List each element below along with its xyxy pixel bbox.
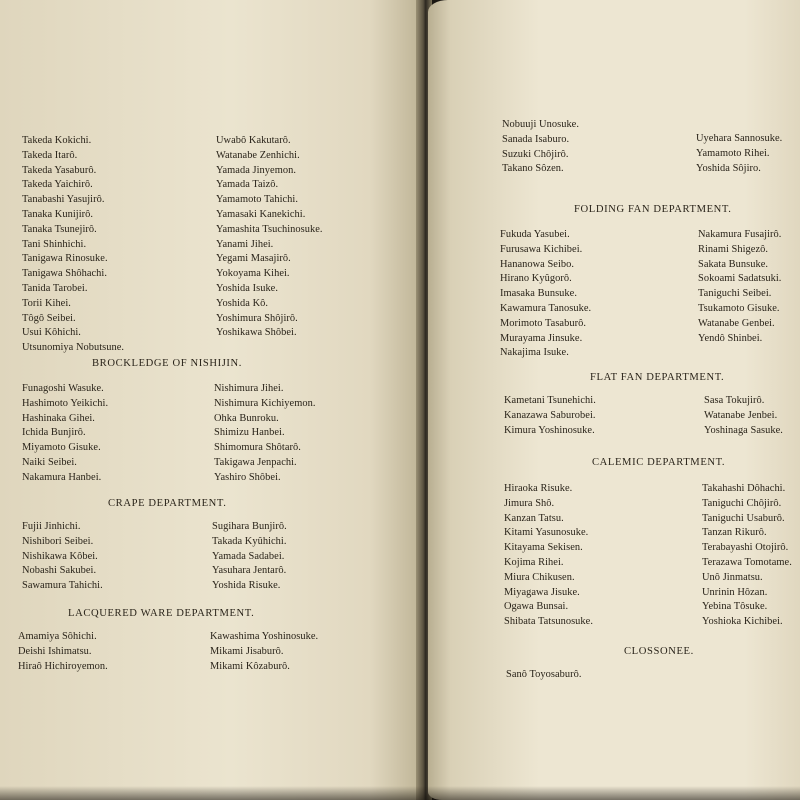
name-entry: Nishibori Seibei.	[22, 535, 94, 547]
name-entry: Taniguchi Chôjirô.	[702, 497, 782, 509]
section-title-lacquered: LACQUERED WARE DEPARTMENT.	[68, 608, 255, 619]
name-entry: Yamada Sadabei.	[212, 550, 285, 562]
name-entry: Yoshida Kô.	[216, 297, 269, 309]
name-entry: Sasa Tokujirô.	[704, 395, 765, 406]
name-entry: Hiraô Hichiroyemon.	[18, 660, 108, 672]
name-entry: Kitami Yasunosuke.	[504, 527, 589, 539]
lacquered-column-1	[18, 630, 108, 674]
name-entry: Hirano Kyûgorô.	[500, 273, 572, 285]
name-entry: Sakata Bunsuke.	[698, 258, 769, 270]
name-entry: Hashinaka Gihei.	[22, 412, 95, 424]
name-entry: Tanzan Rikurô.	[702, 527, 767, 539]
flat-fan-column-2	[704, 394, 783, 438]
section-title-calemic: CALEMIC DEPARTMENT.	[592, 457, 726, 468]
name-entry: Ichida Bunjirô.	[22, 427, 86, 439]
name-entry: Mikami Jisaburô.	[210, 645, 284, 657]
folding-fan-column-1	[500, 228, 591, 361]
name-entry: Takeda Itarô.	[22, 149, 78, 161]
name-entry: Takigawa Jenpachi.	[214, 456, 297, 468]
name-entry: Unrinin Hôzan.	[702, 586, 768, 598]
name-entry: Yoshimura Shôjirô.	[216, 312, 298, 324]
name-entry: Torii Kihei.	[22, 297, 71, 309]
name-entry: Shibata Tatsunosuke.	[504, 616, 593, 628]
name-entry: Takano Sôzen.	[502, 163, 564, 175]
name-entry: Nobashi Sakubei.	[22, 565, 97, 577]
name-entry: Fukuda Yasubei.	[500, 229, 570, 240]
name-entry: Miyagawa Jisuke.	[504, 586, 580, 598]
left-top-column-2	[216, 134, 323, 341]
name-entry: Yamamoto Rihei.	[696, 147, 770, 159]
name-entry: Yoshinaga Sasuke.	[704, 424, 783, 436]
section-title-crape: CRAPE DEPARTMENT.	[108, 498, 227, 509]
name-entry: Ohka Bunroku.	[214, 412, 279, 424]
name-entry: Taniguchi Seibei.	[698, 288, 772, 300]
name-entry: Shimizu Hanbei.	[214, 427, 285, 439]
name-entry: Kanzan Tatsu.	[504, 512, 564, 524]
name-entry: Nakamura Hanbei.	[22, 471, 102, 483]
name-entry: Kitayama Sekisen.	[504, 542, 583, 554]
folding-fan-column-2	[698, 228, 781, 346]
name-entry: Yamasaki Kanekichi.	[216, 208, 306, 220]
name-entry: Uwabô Kakutarô.	[216, 135, 291, 146]
name-entry: Kawashima Yoshinosuke.	[210, 631, 319, 642]
name-entry: Yanami Jihei.	[216, 238, 274, 250]
name-entry: Ogawa Bunsai.	[504, 601, 569, 613]
name-entry: Miura Chikusen.	[504, 571, 575, 583]
name-entry: Usui Kôhichi.	[22, 327, 81, 339]
calemic-column-1	[504, 482, 593, 630]
name-entry: Yegami Masajirô.	[216, 253, 291, 265]
crape-column-1	[22, 520, 103, 594]
name-entry: Tsukamoto Gisuke.	[698, 302, 780, 314]
name-entry: Uyehara Sannosuke.	[696, 133, 783, 144]
name-entry: Yashiro Shôbei.	[214, 471, 281, 483]
name-entry: Hiraoka Risuke.	[504, 483, 573, 494]
name-entry: Sawamura Tahichi.	[22, 580, 103, 592]
name-entry: Tôgô Seibei.	[22, 312, 76, 324]
name-entry: Yebina Tôsuke.	[702, 601, 768, 613]
name-entry: Furusawa Kichibei.	[500, 243, 583, 255]
lacquered-column-2	[210, 630, 318, 674]
name-entry: Takahashi Dôhachi.	[702, 483, 786, 494]
name-entry: Tanaka Tsunejirô.	[22, 223, 97, 235]
name-entry: Kanazawa Saburobei.	[504, 409, 596, 421]
section-title-folding-fan: FOLDING FAN DEPARTMENT.	[574, 204, 732, 215]
flat-fan-column-1	[504, 394, 596, 438]
name-entry: Hashimoto Yeikichi.	[22, 397, 109, 409]
name-entry: Taniguchi Usaburô.	[702, 512, 785, 524]
brockledge-column-1	[22, 382, 108, 486]
crape-column-2	[212, 520, 287, 594]
name-entry: Kimura Yoshinosuke.	[504, 424, 595, 436]
name-entry: Yamamoto Tahichi.	[216, 194, 298, 206]
name-entry: Watanabe Jenbei.	[704, 409, 778, 421]
name-entry: Hananowa Seibo.	[500, 258, 575, 270]
section-title-clossonee: CLOSSONEE.	[624, 646, 694, 657]
name-entry: Sugihara Bunjirô.	[212, 521, 287, 532]
section-title-brockledge: BROCKLEDGE OF NISHIJIN.	[92, 358, 243, 369]
name-entry: Yamada Taizô.	[216, 179, 279, 191]
name-entry: Shimomura Shôtarô.	[214, 442, 301, 454]
name-entry: Murayama Jinsuke.	[500, 332, 583, 344]
name-entry: Nakajima Isuke.	[500, 347, 569, 359]
name-entry: Naiki Seibei.	[22, 456, 77, 468]
name-entry: Tani Shinhichi.	[22, 238, 87, 250]
name-entry: Terabayashi Otojirô.	[702, 542, 789, 554]
name-entry: Amamiya Sôhichi.	[18, 631, 97, 642]
name-entry: Fujii Jinhichi.	[22, 521, 81, 532]
name-entry: Funagoshi Wasuke.	[22, 383, 104, 394]
name-entry: Yoshida Isuke.	[216, 282, 278, 294]
name-entry: Yasuhara Jentarô.	[212, 565, 287, 577]
name-entry: Sanô Toyosaburô.	[506, 669, 582, 680]
name-entry: Yoshioka Kichibei.	[702, 616, 783, 628]
name-entry: Kametani Tsunehichi.	[504, 395, 596, 406]
section-title-flat-fan: FLAT FAN DEPARTMENT.	[590, 372, 725, 383]
name-entry: Jimura Shô.	[504, 497, 555, 509]
name-entry: Yoshida Risuke.	[212, 580, 281, 592]
name-entry: Deishi Ishimatsu.	[18, 645, 92, 657]
name-entry: Tanabashi Yasujirô.	[22, 194, 105, 206]
name-entry: Takeda Kokichi.	[22, 135, 92, 146]
calemic-column-2	[702, 482, 792, 630]
name-entry: Watanabe Zenhichi.	[216, 149, 300, 161]
name-entry: Takeda Yasaburô.	[22, 164, 97, 176]
name-entry: Kawamura Tanosuke.	[500, 302, 592, 314]
name-entry: Nishimura Jihei.	[214, 383, 284, 394]
name-entry: Sanada Isaburo.	[502, 133, 570, 145]
name-entry: Yoshida Sôjiro.	[696, 162, 761, 174]
name-entry: Kojima Rihei.	[504, 556, 564, 568]
name-entry: Utsunomiya Nobutsune.	[22, 342, 125, 354]
name-entry: Yamashita Tsuchinosuke.	[216, 223, 323, 235]
name-entry: Terazawa Tomotame.	[702, 556, 792, 568]
brockledge-column-2	[214, 382, 315, 486]
name-entry: Rinami Shigezô.	[698, 243, 769, 255]
name-entry: Tanida Tarobei.	[22, 282, 88, 294]
name-entry: Nishimura Kichiyemon.	[214, 397, 316, 409]
name-entry: Mikami Kôzaburô.	[210, 660, 290, 672]
name-entry: Imasaka Bunsuke.	[500, 288, 577, 300]
name-entry: Unô Jinmatsu.	[702, 571, 763, 583]
name-entry: Yamada Jinyemon.	[216, 164, 296, 176]
name-entry: Watanabe Genbei.	[698, 317, 775, 329]
name-entry: Tanigawa Rinosuke.	[22, 253, 108, 265]
left-top-column-1	[22, 134, 124, 356]
right-page	[428, 0, 800, 800]
name-entry: Nishikawa Kôbei.	[22, 550, 98, 562]
name-entry: Nakamura Fusajirô.	[698, 229, 782, 240]
right-top-column-1	[502, 118, 579, 177]
bottom-edge-shadow	[0, 786, 800, 800]
name-entry: Tanigawa Shôhachi.	[22, 268, 108, 280]
name-entry: Yendô Shinbei.	[698, 332, 763, 344]
name-entry: Morimoto Tasaburô.	[500, 317, 586, 329]
clossonee-column-1	[506, 668, 582, 683]
right-top-column-2	[696, 132, 782, 176]
name-entry: Tanaka Kunijirô.	[22, 208, 94, 220]
name-entry: Takada Kyûhichi.	[212, 535, 287, 547]
name-entry: Nobuuji Unosuke.	[502, 119, 579, 130]
name-entry: Sokoami Sadatsuki.	[698, 273, 782, 285]
name-entry: Yoshikawa Shôbei.	[216, 327, 297, 339]
name-entry: Suzuki Chôjirô.	[502, 148, 569, 160]
name-entry: Miyamoto Gisuke.	[22, 442, 101, 454]
name-entry: Takeda Yaichirô.	[22, 179, 93, 191]
name-entry: Yokoyama Kihei.	[216, 268, 290, 280]
